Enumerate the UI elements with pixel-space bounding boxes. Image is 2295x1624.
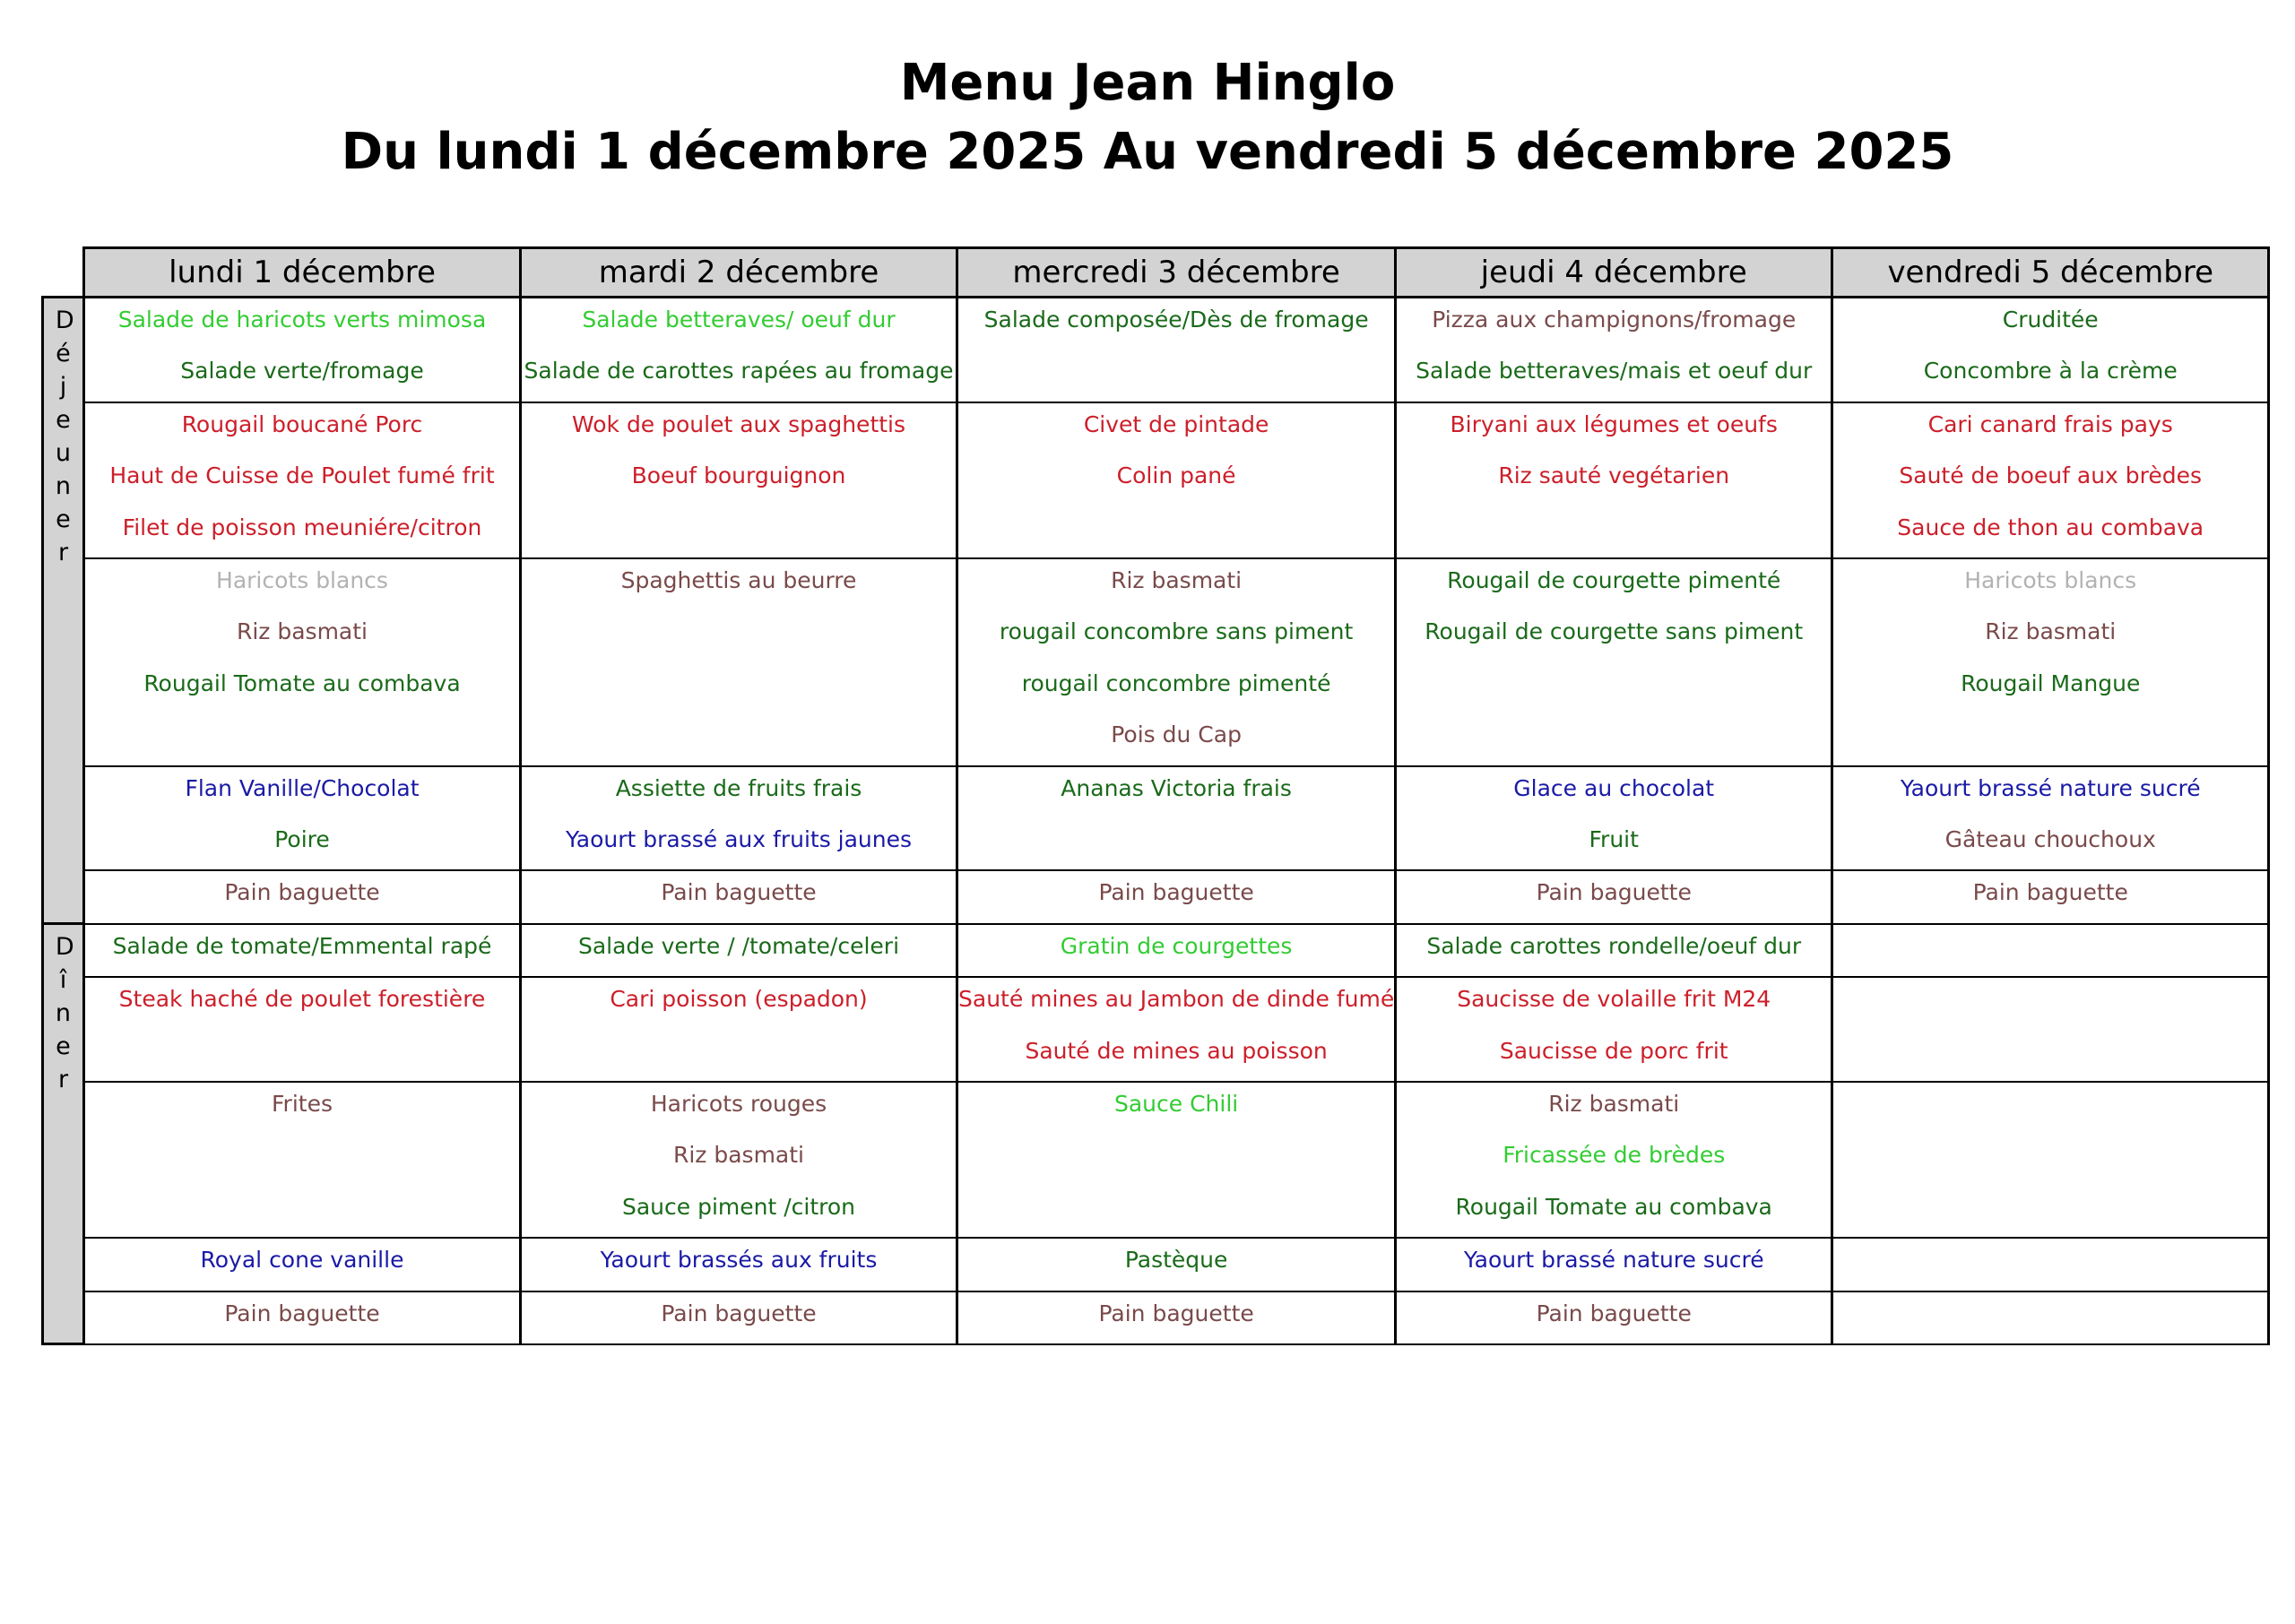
menu-cell-friday — [1832, 558, 2269, 766]
meal-label-dejeuner — [43, 298, 84, 924]
dish-item: Pastèque — [1124, 1247, 1228, 1274]
menu-cell-monday — [84, 1082, 521, 1238]
dish-item: Salade betteraves/mais et oeuf dur — [1416, 358, 1813, 384]
dish-item: Riz basmati — [236, 618, 368, 645]
dish-item: Pain baguette — [661, 1300, 817, 1326]
dish-item: Riz sauté vegétarien — [1498, 462, 1730, 489]
dish-item: Yaourt brassé nature sucré — [1900, 774, 2201, 801]
menu-cell-friday — [1832, 298, 2269, 402]
dish-item: Riz basmati — [1548, 1090, 1680, 1117]
menu-cell-wednesday — [957, 977, 1396, 1082]
dish-item: Pain baguette — [1972, 879, 2128, 906]
dish-item: rougail concombre sans piment — [999, 618, 1354, 645]
menu-row-diner-dessert — [43, 1238, 2269, 1291]
menu-cell-tuesday — [521, 870, 957, 923]
menu-date-range: Du lundi 1 décembre 2025 Au vendredi 5 décembre 2025 — [341, 123, 1954, 181]
menu-cell-thursday — [1396, 924, 1832, 977]
dish-item: Sauté mines au Jambon de dinde fumé — [958, 986, 1395, 1013]
menu-cell-thursday — [1396, 870, 1832, 923]
dish-item: Haut de Cuisse de Poulet fumé frit — [109, 462, 495, 489]
menu-row-diner-entree — [43, 924, 2269, 977]
menu-cell-monday — [84, 1238, 521, 1291]
menu-cell-thursday — [1396, 1291, 1832, 1344]
dish-item: Rougail de courgette sans piment — [1425, 618, 1804, 645]
menu-cell-friday — [1832, 1082, 2269, 1238]
dish-item: Royal cone vanille — [200, 1247, 404, 1274]
dish-item: Cari canard frais pays — [1927, 410, 2173, 437]
menu-cell-wednesday — [957, 298, 1396, 402]
menu-cell-thursday — [1396, 298, 1832, 402]
dish-item: Rougail Tomate au combava — [1455, 1193, 1772, 1220]
dish-item: Filet de poisson meuniére/citron — [122, 514, 482, 540]
menu-cell-monday — [84, 1291, 521, 1344]
dish-item: Salade carottes rondelle/oeuf dur — [1426, 932, 1802, 959]
dish-item: Fricassée de brèdes — [1503, 1142, 1726, 1169]
menu-cell-monday — [84, 558, 521, 766]
day-header-wednesday: mercredi 3 décembre — [957, 248, 1396, 298]
menu-row-diner-pain — [43, 1291, 2269, 1344]
menu-cell-tuesday — [521, 1291, 957, 1344]
menu-cell-wednesday — [957, 1238, 1396, 1291]
dish-item: Biryani aux légumes et oeufs — [1450, 410, 1778, 437]
day-header-row — [43, 248, 2269, 298]
menu-row-diner-plat — [43, 977, 2269, 1082]
dish-item: Haricots blancs — [216, 566, 388, 593]
dish-item: Salade verte / /tomate/celeri — [577, 932, 900, 959]
meal-label-text: Dîner — [55, 933, 74, 1094]
dish-item: Sauté de mines au poisson — [1025, 1037, 1328, 1064]
menu-cell-wednesday — [957, 558, 1396, 766]
menu-cell-tuesday — [521, 924, 957, 977]
dish-item: Salade composée/Dès de fromage — [983, 307, 1369, 333]
dish-item: Spaghettis au beurre — [620, 566, 857, 593]
dish-item: Pain baguette — [1536, 879, 1692, 906]
dish-item: Yaourt brassé nature sucré — [1463, 1247, 1764, 1274]
dish-item: Sauce de thon au combava — [1897, 514, 2204, 540]
menu-cell-tuesday — [521, 977, 957, 1082]
dish-item: Salade betteraves/ oeuf dur — [582, 307, 896, 333]
dish-item: Yaourt brassés aux fruits — [600, 1247, 878, 1274]
dish-item: Gâteau chouchoux — [1944, 825, 2156, 852]
menu-cell-monday — [84, 766, 521, 871]
dish-item: Salade de haricots verts mimosa — [117, 307, 487, 333]
menu-row-dejeuner-dessert — [43, 766, 2269, 871]
dish-item: Riz basmati — [1111, 566, 1243, 593]
menu-cell-tuesday — [521, 298, 957, 402]
day-header-monday: lundi 1 décembre — [84, 248, 521, 298]
day-header-thursday: jeudi 4 décembre — [1396, 248, 1832, 298]
dish-item: Salade de carottes rapées au fromage — [524, 358, 954, 384]
dish-item: Riz basmati — [672, 1142, 805, 1169]
menu-cell-friday — [1832, 1291, 2269, 1344]
dish-item: Civet de pintade — [1083, 410, 1269, 437]
dish-item: Yaourt brassé aux fruits jaunes — [565, 825, 913, 852]
dish-item: Frites — [272, 1090, 333, 1117]
dish-item: Saucisse de volaille frit M24 — [1457, 986, 1771, 1013]
menu-cell-thursday — [1396, 558, 1832, 766]
menu-cell-wednesday — [957, 924, 1396, 977]
dish-item: Gratin de courgettes — [1060, 932, 1293, 959]
dish-item: Rougail de courgette pimenté — [1447, 566, 1781, 593]
meal-label-text: Déjeuner — [55, 307, 74, 566]
dish-item: Concombre à la crème — [1923, 358, 2178, 384]
dish-item: Saucisse de porc frit — [1499, 1037, 1728, 1064]
menu-cell-thursday — [1396, 766, 1832, 871]
dish-item: Pain baguette — [661, 879, 817, 906]
dish-item: Flan Vanille/Chocolat — [185, 774, 420, 801]
menu-cell-tuesday — [521, 402, 957, 558]
dish-item: Rougail Tomate au combava — [143, 669, 461, 696]
menu-cell-friday — [1832, 402, 2269, 558]
dish-item: rougail concombre pimenté — [1021, 669, 1331, 696]
menu-row-dejeuner-plat — [43, 402, 2269, 558]
menu-cell-thursday — [1396, 1238, 1832, 1291]
menu-body — [43, 298, 2269, 1344]
meal-label-diner — [43, 924, 84, 1344]
menu-cell-wednesday — [957, 870, 1396, 923]
menu-cell-monday — [84, 402, 521, 558]
dish-item: Assiette de fruits frais — [615, 774, 862, 801]
dish-item: Haricots rouges — [650, 1090, 827, 1117]
dish-item: Glace au chocolat — [1513, 774, 1715, 801]
menu-row-dejeuner-accompagnement — [43, 558, 2269, 766]
dish-item: Pain baguette — [1098, 1300, 1254, 1326]
dish-item: Ananas Victoria frais — [1061, 774, 1292, 801]
menu-cell-monday — [84, 298, 521, 402]
menu-cell-wednesday — [957, 1291, 1396, 1344]
menu-row-dejeuner-entree — [43, 298, 2269, 402]
dish-item: Salade de tomate/Emmental rapé — [112, 932, 492, 959]
menu-cell-monday — [84, 924, 521, 977]
dish-item: Pain baguette — [1098, 879, 1254, 906]
dish-item: Pizza aux champignons/fromage — [1432, 307, 1797, 333]
menu-cell-friday — [1832, 870, 2269, 923]
dish-item: Poire — [274, 825, 330, 852]
dish-item: Riz basmati — [1985, 618, 2117, 645]
menu-table — [41, 246, 2270, 1345]
dish-item: Pain baguette — [224, 1300, 380, 1326]
menu-cell-monday — [84, 870, 521, 923]
menu-cell-thursday — [1396, 1082, 1832, 1238]
dish-item: Pain baguette — [224, 879, 380, 906]
menu-cell-friday — [1832, 766, 2269, 871]
dish-item: Sauté de boeuf aux brèdes — [1899, 462, 2203, 489]
menu-cell-friday — [1832, 1238, 2269, 1291]
menu-cell-wednesday — [957, 1082, 1396, 1238]
menu-cell-tuesday — [521, 1082, 957, 1238]
menu-cell-tuesday — [521, 558, 957, 766]
day-header-tuesday: mardi 2 décembre — [521, 248, 957, 298]
dish-item: Cruditée — [2002, 307, 2099, 333]
dish-item: Fruit — [1589, 825, 1639, 852]
dish-item: Pois du Cap — [1111, 721, 1242, 748]
menu-cell-wednesday — [957, 766, 1396, 871]
dish-item: Salade verte/fromage — [180, 358, 424, 384]
day-header-friday: vendredi 5 décembre — [1832, 248, 2269, 298]
dish-item: Boeuf bourguignon — [631, 462, 846, 489]
dish-item: Wok de poulet aux spaghettis — [571, 410, 906, 437]
menu-cell-wednesday — [957, 402, 1396, 558]
menu-cell-thursday — [1396, 977, 1832, 1082]
menu-cell-tuesday — [521, 1238, 957, 1291]
dish-item: Colin pané — [1116, 462, 1236, 489]
dish-item: Steak haché de poulet forestière — [118, 986, 486, 1013]
dish-item: Sauce piment /citron — [621, 1193, 856, 1220]
dish-item: Sauce Chili — [1113, 1090, 1239, 1117]
dish-item: Cari poisson (espadon) — [610, 986, 868, 1013]
dish-item: Pain baguette — [1536, 1300, 1692, 1326]
dish-item: Rougail boucané Porc — [181, 410, 423, 437]
menu-cell-friday — [1832, 977, 2269, 1082]
dish-item: Rougail Mangue — [1961, 669, 2141, 696]
menu-cell-friday — [1832, 924, 2269, 977]
corner-cell — [43, 248, 84, 298]
menu-cell-thursday — [1396, 402, 1832, 558]
dish-item: Haricots blancs — [1964, 566, 2137, 593]
menu-row-dejeuner-pain — [43, 870, 2269, 923]
menu-title: Menu Jean Hinglo — [899, 54, 1396, 112]
menu-row-diner-accompagnement — [43, 1082, 2269, 1238]
menu-cell-tuesday — [521, 766, 957, 871]
menu-cell-monday — [84, 977, 521, 1082]
